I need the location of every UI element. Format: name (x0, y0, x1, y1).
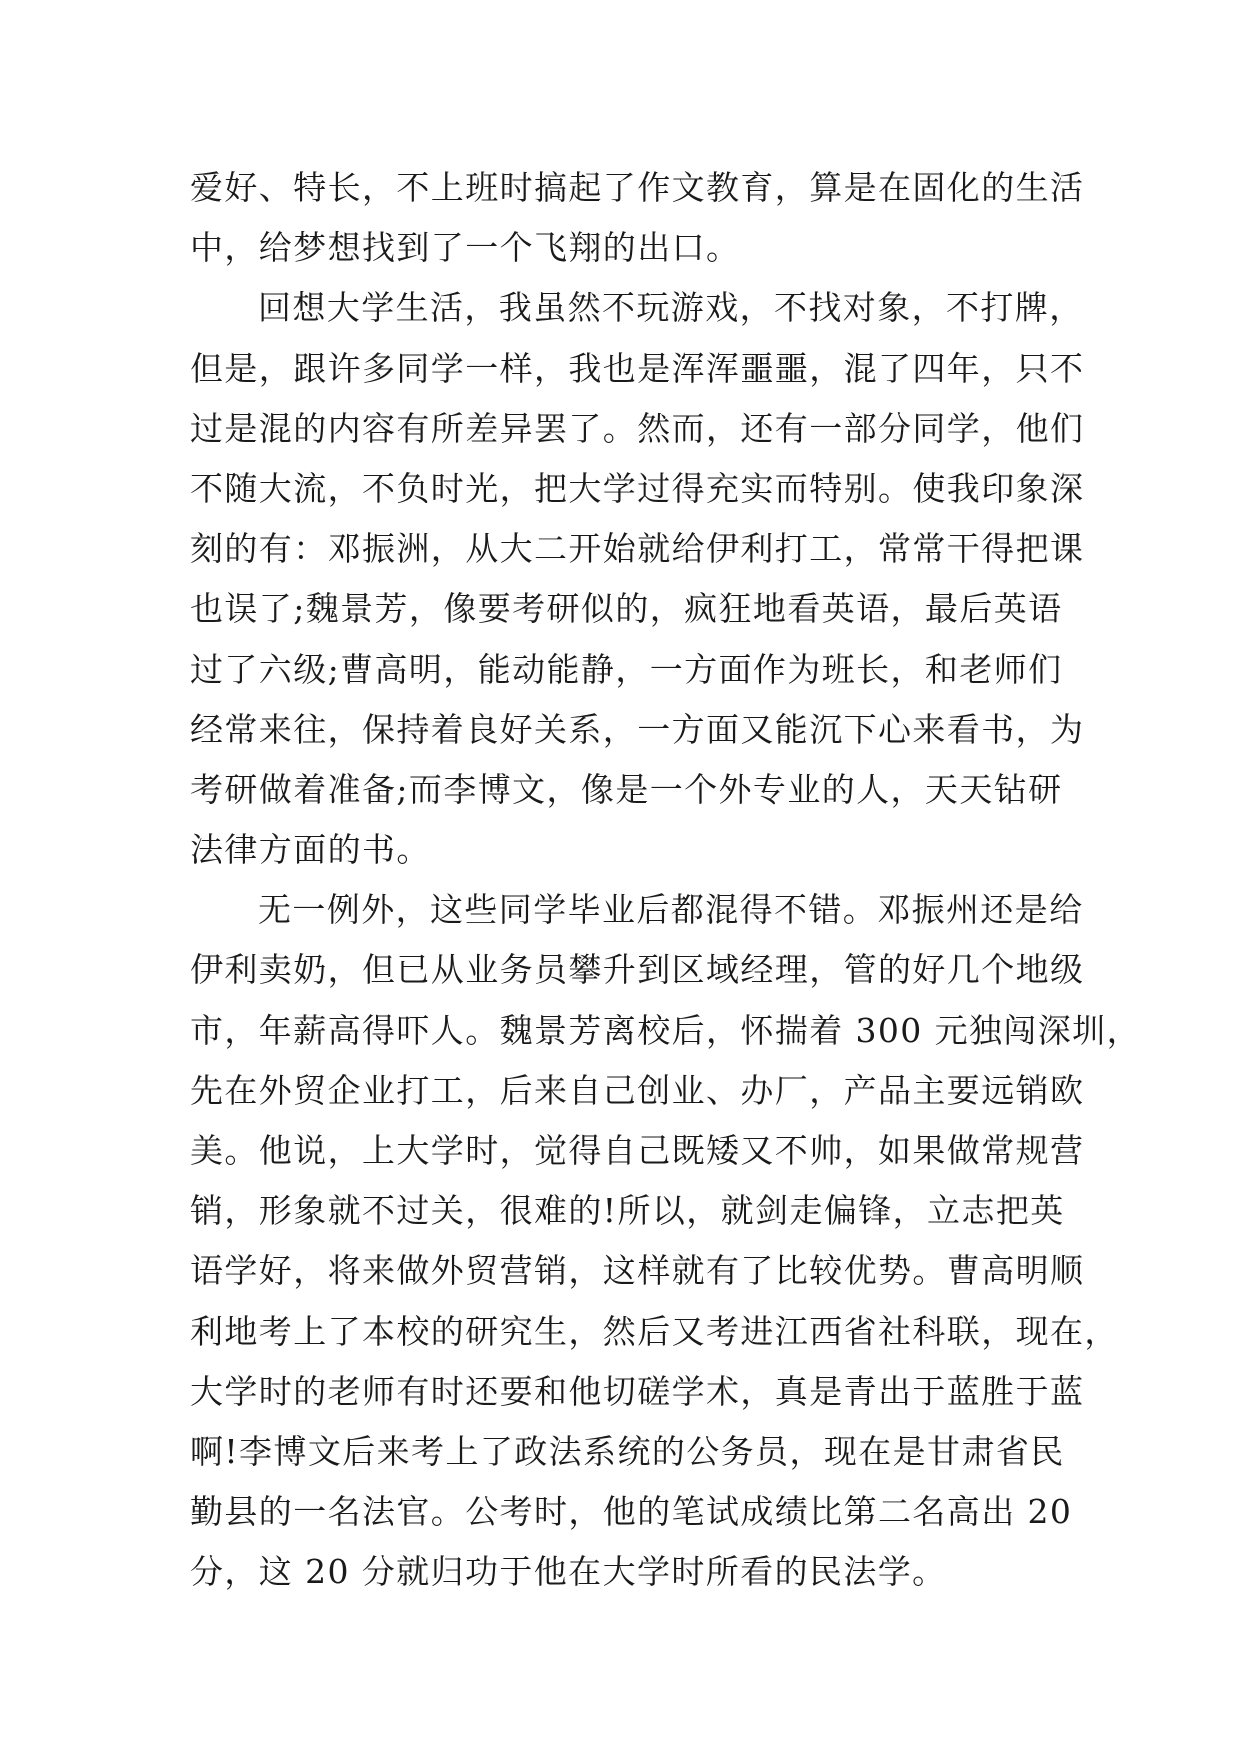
text-line: 爱好、特长，不上班时搞起了作文教育，算是在固化的生活 (190, 168, 1085, 207)
text-line: 美。他说，上大学时，觉得自己既矮又不帅，如果做常规营 (190, 1131, 1085, 1170)
text-line: 利地考上了本校的研究生，然后又考进江西省社科联，现在， (190, 1311, 1119, 1351)
text-line: 先在外贸企业打工，后来自己创业、办厂，产品主要远销欧 (190, 1070, 1085, 1110)
text-line: 大学时的老师有时还要和他切磋学术，真是青出于蓝胜于蓝 (190, 1371, 1085, 1411)
paragraph-first-line: 回想大学生活，我虽然不玩游戏，不找对象，不打牌， (258, 288, 1084, 328)
text-line: 伊利卖奶，但已从业务员攀升到区域经理，管的好几个地级 (190, 950, 1085, 990)
text-line: 刻的有：邓振洲，从大二开始就给伊利打工，常常干得把课 (190, 529, 1085, 569)
text-line: 法律方面的书。 (190, 830, 431, 870)
text-line: 语学好，将来做外贸营销，这样就有了比较优势。曹高明顺 (190, 1251, 1085, 1291)
text-line: 过了六级;曹高明，能动能静，一方面作为班长，和老师们 (190, 649, 1063, 689)
text-line: 考研做着准备;而李博文，像是一个外专业的人，天天钻研 (190, 769, 1063, 809)
text-line: 市，年薪高得吓人。魏景芳离校后，怀揣着 300 元独闯深圳， (190, 1010, 1141, 1050)
document-body (190, 158, 1141, 1603)
text-line: 中，给梦想找到了一个飞翔的出口。 (190, 228, 741, 268)
text-line: 勤县的一名法官。公考时，他的笔试成绩比第二名高出 20 (190, 1492, 1073, 1532)
text-line: 分，这 20 分就归功于他在大学时所看的民法学。 (190, 1552, 947, 1592)
text-line: 过是混的内容有所差异罢了。然而，还有一部分同学，他们 (190, 408, 1085, 448)
text-line: 啊!李博文后来考上了政法系统的公务员，现在是甘肃省民 (190, 1431, 1065, 1471)
text-line: 也误了;魏景芳，像要考研似的，疯狂地看英语，最后英语 (190, 589, 1063, 629)
text-line: 经常来往，保持着良好关系，一方面又能沉下心来看书，为 (190, 709, 1085, 749)
text-line: 销，形象就不过关，很难的!所以，就剑走偏锋，立志把英 (190, 1191, 1065, 1231)
text-line: 但是，跟许多同学一样，我也是浑浑噩噩，混了四年，只不 (190, 348, 1085, 388)
text-line: 不随大流，不负时光，把大学过得充实而特别。使我印象深 (190, 468, 1085, 508)
paragraph-first-line: 无一例外，这些同学毕业后都混得不错。邓振州还是给 (258, 890, 1084, 930)
